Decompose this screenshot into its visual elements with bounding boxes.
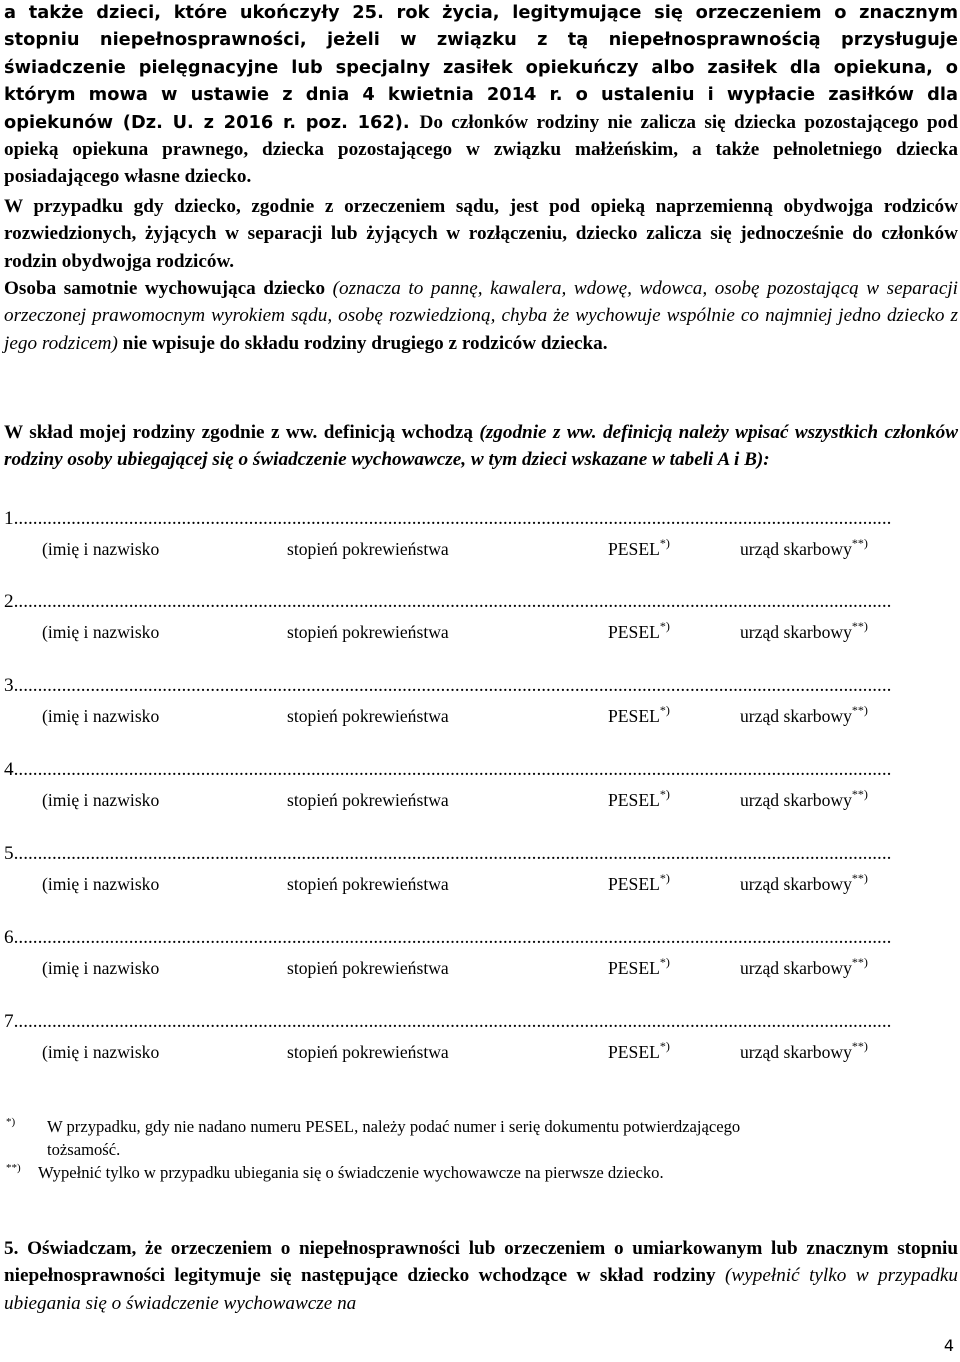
page-number: 4 <box>943 1336 954 1355</box>
section-5-lead: 5. Oświadczam, że orzeczeniem o niepełnosprawności lub orzeczeniem o umiarkowanym lub znacznym stopniu niepełnosprawności legitymuje się następujące dziecko wchodzące w skład rodziny <box>4 1238 958 1287</box>
relationship-label: stopień pokrewieństwa <box>287 874 449 894</box>
family-member-number: 6. <box>4 927 19 948</box>
single-parent-paragraph <box>4 275 958 357</box>
relationship-label: stopień pokrewieństwa <box>287 622 449 642</box>
family-members-definition-paragraph <box>4 0 958 191</box>
name-label: (imię i nazwisko <box>42 958 160 978</box>
footnote-text-1-continued: tożsamość. <box>47 1140 121 1159</box>
name-label: (imię i nazwisko <box>42 790 160 810</box>
family-member-entry-line[interactable] <box>4 591 936 613</box>
pesel-label: PESEL*) <box>608 787 670 810</box>
family-member-entry-line[interactable] <box>4 675 936 697</box>
family-member-number: 7. <box>4 1011 19 1032</box>
name-label: (imię i nazwisko <box>42 539 160 559</box>
family-member-fill-in-dots[interactable]: ...................................................................................................................................................................................... <box>18 759 892 780</box>
tax-office-label: urząd skarbowy**) <box>740 787 868 810</box>
section-5-statement <box>4 1235 958 1317</box>
tax-office-label: urząd skarbowy**) <box>740 871 868 894</box>
relationship-label: stopień pokrewieństwa <box>287 790 449 810</box>
name-label: (imię i nazwisko <box>42 706 160 726</box>
family-member-entry-line[interactable] <box>4 927 936 949</box>
family-member-number: 1. <box>4 508 19 529</box>
family-member-fill-in-dots[interactable]: ...................................................................................................................................................................................... <box>18 843 892 864</box>
family-member-number: 4. <box>4 759 19 780</box>
relationship-label: stopień pokrewieństwa <box>287 1042 449 1062</box>
family-member-entry-line[interactable] <box>4 843 936 865</box>
family-member-entry-line[interactable] <box>4 508 936 530</box>
single-parent-rule: nie wpisuje do składu rodziny drugiego z rodziców dziecka. <box>122 332 608 354</box>
name-label: (imię i nazwisko <box>42 622 160 642</box>
family-member-fill-in-dots[interactable]: ...................................................................................................................................................................................... <box>18 675 892 696</box>
pesel-label: PESEL*) <box>608 1039 670 1062</box>
family-member-fill-in-dots[interactable]: ...................................................................................................................................................................................... <box>18 927 892 948</box>
family-member-entry-line[interactable] <box>4 1011 936 1033</box>
family-member-fill-in-dots[interactable]: ...................................................................................................................................................................................... <box>18 508 892 529</box>
single-parent-lead: Osoba samotnie wychowująca dziecko <box>4 278 326 299</box>
relationship-label: stopień pokrewieństwa <box>287 539 449 559</box>
footnote-mark-1: *) <box>6 1116 16 1128</box>
pesel-label: PESEL*) <box>608 536 670 559</box>
pesel-label: PESEL*) <box>608 955 670 978</box>
relationship-label: stopień pokrewieństwa <box>287 958 449 978</box>
alternating-custody-paragraph: W przypadku gdy dziecko, zgodnie z orzeczeniem sądu, jest pod opieką naprzemienną obydwojga rodziców rozwiedzionych, żyjących w separacji lub żyjących w rozłączeniu, dziecko zalicza się jednocześnie do członków rodzin obydwojga rodziców. <box>4 196 958 272</box>
name-label: (imię i nazwisko <box>42 874 160 894</box>
family-member-fill-in-dots[interactable]: ...................................................................................................................................................................................... <box>18 1011 892 1032</box>
single-parent-definition: (oznacza to pannę, kawalera, wdowę, wdowca, osobę pozostającą w separacji orzeczonej prawomocnym wyrokiem sądu, osobę rozwiedzioną, chyba że wychowuje wspólnie co najmniej jedno dziecko z jego rodzicem) <box>4 278 959 354</box>
footnote-mark-2: **) <box>6 1162 21 1174</box>
footnote-text-2: Wypełnić tylko w przypadku ubiegania się o świadczenie wychowawcze na pierwsze dziecko. <box>38 1163 664 1182</box>
family-member-fill-in-dots[interactable]: ...................................................................................................................................................................................... <box>18 591 892 612</box>
tax-office-label: urząd skarbowy**) <box>740 955 868 978</box>
family-composition-instruction: (zgodnie z ww. definicją należy wpisać wszystkich członków rodziny osoby ubiegającej się o świadczenie wychowawcze, w tym dzieci wskazane w tabeli A i B): <box>4 422 959 471</box>
relationship-label: stopień pokrewieństwa <box>287 706 449 726</box>
pesel-label: PESEL*) <box>608 619 670 642</box>
family-member-number: 2. <box>4 591 19 612</box>
disabled-adult-children-clause: a także dzieci, które ukończyły 25. rok życia, legitymujące się orzeczeniem o znacznym stopniu niepełnosprawności, jeżeli w związku z tą niepełnosprawnością przysługuje świadczenie pielęgnacyjne lub specjalny zasiłek opiekuńczy albo zasiłek dla opiekuna, o którym mowa w ustawie z dnia 4 kwietnia 2014 r. o ustaleniu i wypłacie zasiłków dla opiekunów (Dz. U. z 2016 r. poz. 162). <box>4 2 958 133</box>
pesel-label: PESEL*) <box>608 703 670 726</box>
family-composition-intro <box>4 419 958 474</box>
family-member-number: 3. <box>4 675 19 696</box>
tax-office-label: urząd skarbowy**) <box>740 536 868 559</box>
family-member-number: 5. <box>4 843 19 864</box>
tax-office-label: urząd skarbowy**) <box>740 619 868 642</box>
pesel-label: PESEL*) <box>608 871 670 894</box>
section-5-instruction: (wypełnić tylko w przypadku ubiegania się o świadczenie wychowawcze na <box>4 1265 958 1314</box>
family-composition-lead: W skład mojej rodziny zgodnie z ww. definicją wchodzą <box>4 422 473 443</box>
excluded-children-clause: Do członków rodziny nie zalicza się dziecka pozostającego pod opieką opiekuna prawnego, dziecka pozostającego w związku małżeńskim, a także pełnoletniego dziecka posiadającego własne dziecko. <box>4 111 958 188</box>
family-member-entry-line[interactable] <box>4 759 936 781</box>
tax-office-label: urząd skarbowy**) <box>740 1039 868 1062</box>
tax-office-label: urząd skarbowy**) <box>740 703 868 726</box>
footnote-text-1: W przypadku, gdy nie nadano numeru PESEL, należy podać numer i serię dokumentu potwierdzającego <box>47 1117 741 1136</box>
name-label: (imię i nazwisko <box>42 1042 160 1062</box>
